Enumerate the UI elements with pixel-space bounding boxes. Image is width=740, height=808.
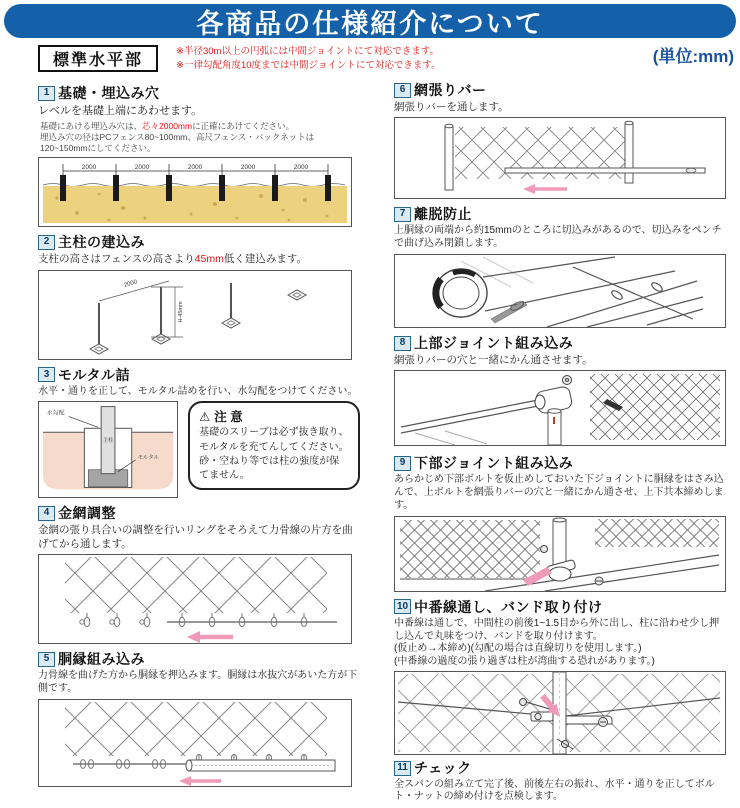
step-7-title: 離脱防止 [414, 206, 472, 223]
step-1-title: 基礎・埋込み穴 [58, 85, 160, 101]
figure-mesh-adjustment [38, 554, 352, 644]
step-1 [38, 83, 360, 227]
step-6-title: 網張りバー [414, 82, 487, 98]
caution-title: 注 意 [214, 410, 243, 425]
step-5-desc: 力骨線を曲げた方から胴縁を押込みます。胴縁は水抜穴があいた方が下側です。 [38, 670, 358, 695]
dim-label-2000: 2000 [81, 164, 97, 172]
figure-mid-wire-band [394, 671, 726, 755]
figure-upper-joint [394, 370, 726, 446]
step-10-desc [394, 618, 728, 669]
step-11 [394, 758, 728, 803]
caution-body: 基礎のスリーブは必ず抜き取り、モルタルを充てんしてください。砂・空ねり等では柱の強度が保てません。 [199, 427, 349, 482]
caution-head [199, 407, 349, 425]
step-11-badge: 11 [394, 761, 411, 776]
step-4-badge: 4 [38, 506, 55, 521]
step-9-head [394, 453, 728, 473]
step-7-desc: 上胴縁の両端から約15mmのところに切込みがあるので、切込みをペンチで曲げ込み閉鎖します。 [394, 225, 722, 250]
step-5-title: 胴縁組み込み [58, 651, 145, 668]
dim-label-2000: 2000 [123, 278, 138, 289]
step-2-desc-part: 低く建込みます。 [223, 253, 308, 266]
step-10-desc-line3: (中番線の過度の張り過ぎは柱が湾曲する恐れがあります。) [394, 656, 655, 668]
dim-label-2000: 2000 [293, 164, 309, 172]
pink-arrow-left [187, 631, 233, 643]
step-11-title: チェック [414, 760, 472, 777]
pink-arrow-left [523, 184, 567, 194]
figure-mortar-fill [38, 401, 178, 498]
step-2-badge: 2 [38, 235, 55, 250]
step-2-head [38, 232, 360, 252]
step-7-badge: 7 [394, 207, 411, 222]
step-2 [38, 232, 360, 359]
step-8-head [394, 333, 728, 353]
step-3 [38, 365, 360, 499]
step-1-note-line2: 埋込み穴の径はPCフェンス80~100mm、高尺フェンス・バックネットは120~150mmにしてください。 [40, 132, 315, 154]
step-4-head [38, 503, 360, 523]
step-10-desc-line1: 中番線は通しで、中間柱の前後1~1.5目から外に出し、柱に沿わせ少し押し込んで丸味をつけ、バンドを取り付けます。 [394, 617, 720, 642]
step-1-note [40, 121, 360, 154]
step-3-head [38, 365, 360, 385]
step-5 [38, 649, 360, 787]
figure-post-erection [38, 270, 352, 360]
step-9-badge: 9 [394, 456, 411, 471]
step-7-head [394, 204, 728, 224]
section-label: 標準水平部 [52, 52, 143, 69]
right-column [394, 80, 728, 808]
step-6-head [394, 80, 728, 100]
step-7 [394, 204, 728, 328]
step-6-badge: 6 [394, 83, 411, 98]
step-1-head [38, 83, 360, 103]
header-note-1: ※半径30m以上の円弧には中間ジョイントにて対応できます。 [176, 46, 439, 57]
step-2-title: 主柱の建込み [58, 234, 145, 251]
step-1-desc: レベルを基礎上端にあわせます。 [38, 105, 203, 117]
dim-label-45mm: H-45mm [178, 301, 184, 323]
unit-label: (単位:mm) [652, 47, 734, 66]
caution-box [188, 401, 360, 490]
step-4-title: 金網調整 [58, 505, 116, 522]
step-5-head [38, 649, 360, 669]
pink-arrow-left [179, 776, 221, 786]
step-1-note-red: 芯々2000mm [142, 121, 193, 132]
step-9 [394, 453, 728, 591]
step-3-badge: 3 [38, 367, 55, 382]
step-10-desc-line2: (仮止め→本締め)(勾配の場合は直線切りを使用します。) [394, 643, 642, 655]
step-10-badge: 10 [394, 599, 411, 614]
dim-label-2000: 2000 [134, 164, 150, 172]
warning-icon: ⚠ [199, 409, 211, 424]
page-title: 各商品の仕様紹介について [196, 8, 544, 39]
figure-net-bar [394, 117, 726, 199]
figure-foundation-holes [38, 157, 352, 227]
title-banner [4, 4, 736, 38]
label-mortar: モルタル [137, 455, 160, 462]
step-1-badge: 1 [38, 86, 55, 101]
step-9-title: 下部ジョイント組み込み [414, 455, 574, 472]
step-4 [38, 503, 360, 644]
figure-rail-insertion [38, 699, 352, 787]
step-3-desc: 水平・通りを正して、モルタル詰めを行い、水勾配をつけてください。 [38, 385, 358, 397]
step-10 [394, 597, 728, 755]
step-2-desc-red: 45mm [194, 253, 224, 266]
step-6 [394, 80, 728, 199]
step-8-badge: 8 [394, 336, 411, 351]
step-1-note-part: に正確にあけてください。 [192, 121, 295, 132]
step-3-title: モルタル詰 [58, 366, 130, 383]
step-10-head [394, 597, 728, 617]
figure-lower-joint [394, 516, 726, 592]
step-11-head [394, 758, 728, 778]
figure-detach-prevention [394, 254, 726, 328]
step-9-desc: あらかじめ下部ボルトを仮止めしておいた下ジョイントに胴縁をはさみ込んで、上ボルトを網張りバーの穴と一緒にかん通させ、上下共本締めします。 [394, 474, 724, 512]
dim-label-2000: 2000 [187, 164, 203, 172]
step-10-title: 中番線通し、バンド取り付け [414, 598, 603, 615]
step-8-desc: 網張りバーの穴と一緒にかん通させます。 [394, 354, 593, 367]
step-1-note-part: 基礎にあける埋込み穴は、 [40, 121, 143, 132]
step-3-figure-row [38, 401, 360, 498]
step-2-desc [38, 253, 360, 266]
step-2-desc-part: 支柱の高さはフェンスの高さより [38, 253, 195, 266]
label-water-slope: 水勾配 [46, 410, 65, 417]
step-8-title: 上部ジョイント組み込み [414, 335, 574, 352]
section-label-box [38, 45, 158, 72]
step-4-desc: 金網の張り具合いの調整を行いリングをそろえて力骨線の片方を曲げてから通します。 [38, 524, 353, 550]
left-column [38, 83, 360, 792]
header-note-2: ※一律勾配角度10度までは中間ジョイントにて対応できます。 [176, 60, 441, 72]
step-5-badge: 5 [38, 652, 55, 667]
label-main-post: 主柱 [102, 438, 114, 445]
step-6-desc: 網張りバーを通します。 [394, 101, 509, 113]
step-8 [394, 333, 728, 446]
step-11-desc: 全スパンの組み立て完了後、前後左右の振れ、水平・通りを正してボルト・ナットの締め付けを点検します。 [394, 779, 715, 803]
dim-label-2000: 2000 [240, 164, 256, 172]
header-notes [176, 45, 441, 74]
